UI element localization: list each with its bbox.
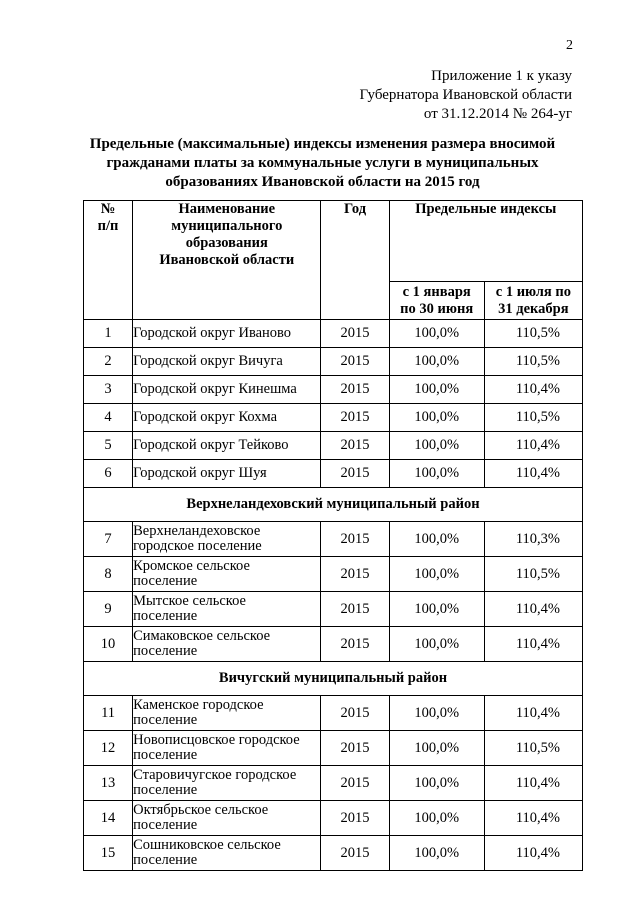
cell-name-line: поселение [133, 782, 198, 798]
page-number: 2 [566, 38, 573, 53]
cell-year: 2015 [321, 766, 389, 801]
cell-name-line: Верхнеландеховское [133, 523, 261, 539]
cell-period-2: 110,4% [484, 696, 582, 731]
cell-name-line: Сошниковское сельское [133, 837, 281, 853]
table-row [84, 522, 583, 557]
cell-period-2: 110,4% [484, 801, 582, 836]
cell-number: 15 [84, 836, 133, 871]
table-row [84, 460, 583, 488]
cell-number: 9 [84, 592, 133, 627]
cell-year: 2015 [321, 801, 389, 836]
cell-period-2: 110,5% [484, 731, 582, 766]
district-header-row [84, 662, 583, 696]
cell-number: 11 [84, 696, 133, 731]
cell-period-1: 100,0% [389, 404, 484, 432]
cell-period-2: 110,3% [484, 522, 582, 557]
cell-period-1: 100,0% [389, 376, 484, 404]
table-row [84, 376, 583, 404]
cell-name-line: поселение [133, 608, 198, 624]
cell-period-1: 100,0% [389, 348, 484, 376]
cell-name-line: Каменское городское [133, 697, 264, 713]
cell-name-line: поселение [133, 747, 198, 763]
cell-number: 4 [84, 404, 133, 432]
cell-period-1: 100,0% [389, 320, 484, 348]
table-row [84, 766, 583, 801]
cell-year: 2015 [321, 460, 389, 488]
cell-period-1: 100,0% [389, 696, 484, 731]
cell-name-line: поселение [133, 573, 198, 589]
cell-year: 2015 [321, 348, 389, 376]
cell-name [133, 557, 321, 592]
document-title [80, 135, 565, 192]
cell-period-1: 100,0% [389, 460, 484, 488]
cell-period-2: 110,4% [484, 592, 582, 627]
table-row [84, 731, 583, 766]
cell-name-line: Октябрьское сельское [133, 802, 269, 818]
cell-period-2: 110,4% [484, 376, 582, 404]
annex-line: Приложение 1 к указу [431, 68, 572, 84]
cell-name: Городской округ Вичуга [133, 348, 321, 376]
cell-year: 2015 [321, 836, 389, 871]
cell-name-line: Старовичугское городское [133, 767, 297, 783]
cell-year: 2015 [321, 627, 389, 662]
cell-name: Городской округ Иваново [133, 320, 321, 348]
cell-year: 2015 [321, 557, 389, 592]
cell-period-2: 110,4% [484, 836, 582, 871]
cell-name: Городской округ Кинешма [133, 376, 321, 404]
header-text: Ивановской области [159, 252, 295, 268]
header-text: образования [185, 235, 268, 251]
cell-period-1: 100,0% [389, 557, 484, 592]
cell-name-line: Симаковское сельское [133, 628, 271, 644]
header-text: с 1 января [402, 283, 471, 300]
district-header-row [84, 488, 583, 522]
cell-name [133, 592, 321, 627]
district-name: Верхнеландеховский муниципальный район [84, 488, 583, 522]
header-text: по 30 июня [400, 300, 474, 317]
cell-name [133, 731, 321, 766]
cell-name-line: городское поселение [133, 538, 262, 554]
title-line: Предельные (максимальные) индексы изменения размера вносимой [89, 136, 556, 152]
cell-year: 2015 [321, 376, 389, 404]
cell-period-1: 100,0% [389, 801, 484, 836]
cell-name-line: поселение [133, 712, 198, 728]
cell-period-1: 100,0% [389, 522, 484, 557]
cell-period-2: 110,4% [484, 766, 582, 801]
cell-period-2: 110,5% [484, 404, 582, 432]
header-number [84, 201, 133, 320]
header-period-2 [484, 282, 582, 320]
cell-name [133, 522, 321, 557]
annex-line: Губернатора Ивановской области [359, 87, 572, 103]
cell-year: 2015 [321, 696, 389, 731]
cell-name-line: Мытское сельское [133, 593, 246, 609]
cell-year: 2015 [321, 320, 389, 348]
cell-name: Городской округ Кохма [133, 404, 321, 432]
cell-year: 2015 [321, 404, 389, 432]
cell-period-1: 100,0% [389, 766, 484, 801]
cell-number: 13 [84, 766, 133, 801]
table-row [84, 836, 583, 871]
cell-name: Городской округ Шуя [133, 460, 321, 488]
table-row [84, 348, 583, 376]
table-row [84, 696, 583, 731]
cell-period-1: 100,0% [389, 627, 484, 662]
cell-name-line: Кромское сельское [133, 558, 250, 574]
cell-number: 12 [84, 731, 133, 766]
title-line: образованиях Ивановской области на 2015 год [165, 174, 480, 190]
cell-name [133, 801, 321, 836]
cell-name: Городской округ Тейково [133, 432, 321, 460]
annex-line: от 31.12.2014 № 264-уг [423, 106, 572, 122]
cell-period-2: 110,4% [484, 627, 582, 662]
indices-table [83, 200, 583, 871]
cell-year: 2015 [321, 432, 389, 460]
cell-name-line: Новописцовское городское [133, 732, 300, 748]
cell-year: 2015 [321, 592, 389, 627]
header-year: Год [321, 201, 389, 320]
cell-number: 7 [84, 522, 133, 557]
cell-name [133, 766, 321, 801]
header-name [133, 201, 321, 320]
cell-number: 8 [84, 557, 133, 592]
cell-name-line: поселение [133, 817, 198, 833]
cell-number: 1 [84, 320, 133, 348]
cell-name [133, 836, 321, 871]
table-row [84, 320, 583, 348]
annex-reference [359, 67, 572, 124]
table-row [84, 432, 583, 460]
cell-name [133, 627, 321, 662]
header-period-1 [389, 282, 484, 320]
cell-number: 5 [84, 432, 133, 460]
cell-period-2: 110,4% [484, 432, 582, 460]
cell-name-line: поселение [133, 852, 198, 868]
header-text: муниципального [171, 218, 283, 234]
cell-number: 14 [84, 801, 133, 836]
cell-period-2: 110,5% [484, 348, 582, 376]
title-line: гражданами платы за коммунальные услуги в муниципальных [106, 155, 539, 171]
table-row [84, 627, 583, 662]
table-row [84, 557, 583, 592]
header-text: № [100, 201, 116, 217]
header-text: с 1 июля по [495, 283, 571, 300]
cell-number: 3 [84, 376, 133, 404]
table-row [84, 801, 583, 836]
cell-number: 10 [84, 627, 133, 662]
cell-period-1: 100,0% [389, 432, 484, 460]
cell-period-2: 110,5% [484, 557, 582, 592]
cell-period-1: 100,0% [389, 731, 484, 766]
cell-number: 2 [84, 348, 133, 376]
district-name: Вичугский муниципальный район [84, 662, 583, 696]
cell-number: 6 [84, 460, 133, 488]
header-text: 31 декабря [498, 300, 569, 317]
cell-name [133, 696, 321, 731]
table-row [84, 592, 583, 627]
table-row [84, 404, 583, 432]
header-text: Наименование [178, 201, 276, 217]
cell-year: 2015 [321, 731, 389, 766]
cell-year: 2015 [321, 522, 389, 557]
cell-period-2: 110,4% [484, 460, 582, 488]
header-indices: Предельные индексы [389, 201, 582, 282]
header-text: п/п [97, 218, 119, 234]
cell-period-2: 110,5% [484, 320, 582, 348]
cell-period-1: 100,0% [389, 836, 484, 871]
cell-name-line: поселение [133, 643, 198, 659]
cell-period-1: 100,0% [389, 592, 484, 627]
